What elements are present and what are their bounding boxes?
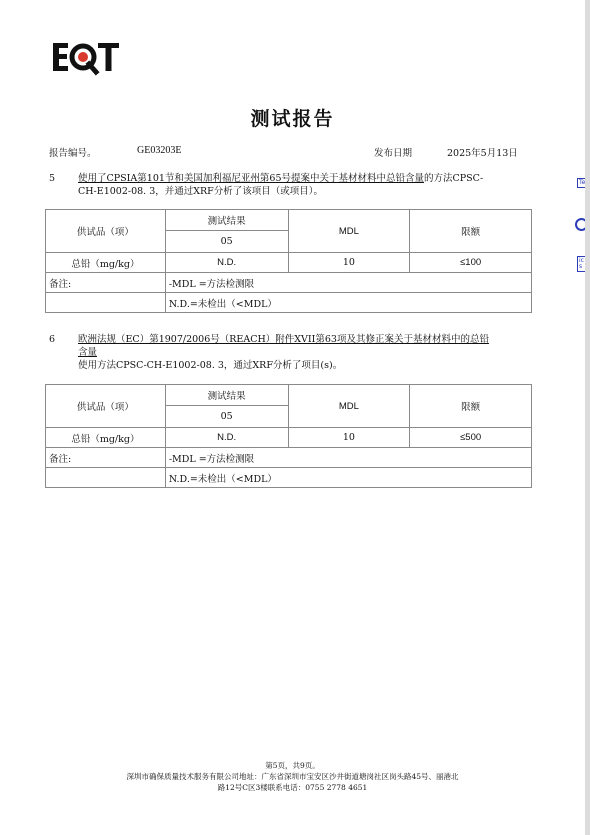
magnifier-q-logo-icon (51, 40, 121, 76)
row-label: 总铅（mg/kg） (46, 253, 166, 273)
section-number: 6 (49, 334, 56, 345)
scrollbar[interactable] (585, 0, 590, 835)
company-logo (51, 40, 121, 76)
sample-header: 供试品（项） (46, 210, 166, 253)
section-6-title-underlined-2: 含量 (78, 347, 98, 358)
section-number: 5 (49, 173, 56, 184)
side-mark-1: Te (579, 179, 586, 186)
row-result: N.D. (165, 428, 288, 448)
section-5-method-line: CH-E1002-08. 3，并通过XRF分析了该项目（或项目）。 (78, 186, 324, 197)
mdl-header: MDL (288, 210, 410, 253)
side-mark-3: ic s (577, 256, 587, 272)
note-mdl: -MDL =方法检测限 (165, 273, 531, 293)
row-label: 总铅（mg/kg） (46, 428, 166, 448)
footer-address-line-1: 深圳市确保质量技术服务有限公司地址：广东省深圳市宝安区沙井街道塘岗社区岗头路45号、丽港北 (126, 772, 459, 781)
issue-date-label: 发布日期 (374, 148, 413, 159)
page-number: 第5页，共9页。 (265, 761, 320, 770)
row-mdl: 10 (288, 428, 410, 448)
row-limit: ≤100 (410, 253, 532, 273)
report-number-value: GE03203E (137, 145, 182, 156)
result-subheader: 05 (165, 406, 288, 428)
footer-address-line-2: 路12号C区3楼联系电话：0755 2778 4651 (217, 783, 368, 792)
issue-date-value: 2025年5月13日 (447, 148, 518, 159)
result-header: 测试结果 (165, 210, 288, 231)
notes-label-empty (46, 468, 166, 488)
page-title: 测试报告 (250, 108, 335, 130)
section-5-title-rest: 的方法CPSC- (424, 173, 484, 184)
notes-label-empty (46, 293, 166, 313)
row-mdl: 10 (288, 253, 410, 273)
section-5-title-underlined: 使用了CPSIA第101节和美国加利福尼亚州第65号提案中关于基材材料中总铅含量 (78, 173, 425, 184)
sample-header: 供试品（项） (46, 385, 166, 428)
section-6-method-line: 使用方法CPSC-CH-E1002-08. 3，通过XRF分析了项目(s)。 (78, 360, 343, 371)
note-nd: N.D.=未检出（<MDL） (165, 293, 531, 313)
result-subheader: 05 (165, 231, 288, 253)
section-5-results-table (45, 209, 532, 313)
report-number-label: 报告编号。 (49, 148, 97, 159)
section-6-title-underlined: 欧洲法规（EC）第1907/2006号（REACH）附件XVII第63项及其修正案关于基材材料中的总铅 (78, 334, 489, 345)
row-limit: ≤500 (410, 428, 532, 448)
notes-label: 备注: (46, 273, 166, 293)
limit-header: 限额 (410, 385, 532, 428)
mdl-header: MDL (288, 385, 410, 428)
notes-label: 备注: (46, 448, 166, 468)
limit-header: 限额 (410, 210, 532, 253)
note-mdl: -MDL =方法检测限 (165, 448, 531, 468)
note-nd: N.D.=未检出（<MDL） (165, 468, 531, 488)
result-header: 测试结果 (165, 385, 288, 406)
row-result: N.D. (165, 253, 288, 273)
page-footer (0, 760, 585, 793)
section-6-results-table (45, 384, 532, 488)
